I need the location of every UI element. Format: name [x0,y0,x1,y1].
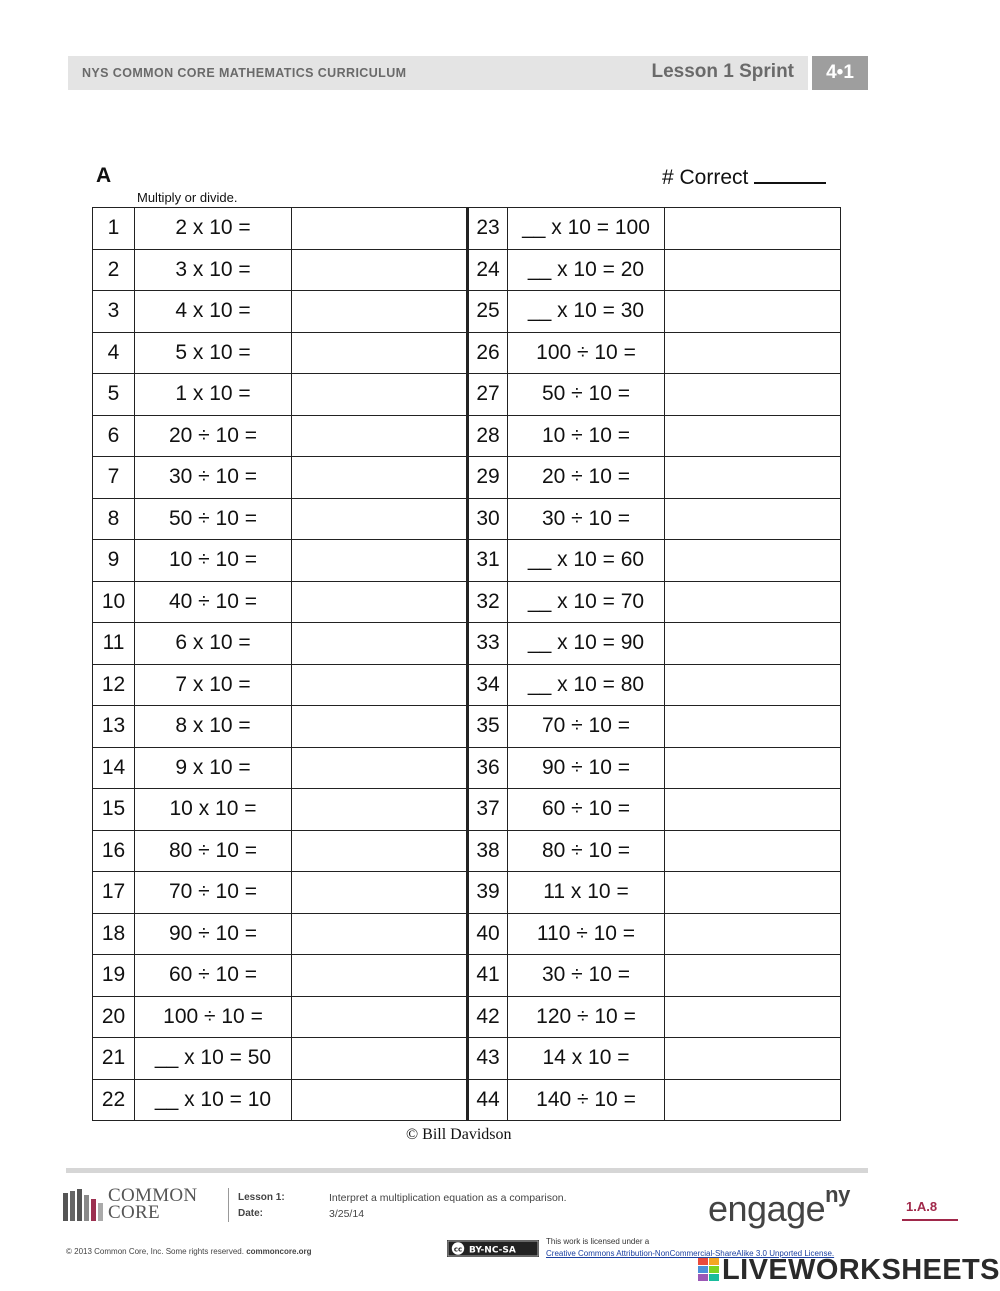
answer-cell[interactable] [292,872,468,914]
answer-cell[interactable] [292,623,468,665]
answer-cell[interactable] [665,291,841,333]
problem-text: 7 x 10 = [135,664,292,706]
answer-cell[interactable] [665,747,841,789]
problem-number: 39 [468,872,508,914]
answer-cell[interactable] [665,872,841,914]
answer-cell[interactable] [665,706,841,748]
sprint-row [93,955,841,997]
answer-cell[interactable] [292,457,468,499]
problem-text: 3 x 10 = [135,249,292,291]
problem-text: 4 x 10 = [135,291,292,333]
problem-text: 60 ÷ 10 = [135,955,292,997]
problem-text: 20 ÷ 10 = [135,415,292,457]
footer-rights [66,1247,312,1256]
problem-number: 38 [468,830,508,872]
sprint-row [93,415,841,457]
answer-cell[interactable] [665,457,841,499]
answer-cell[interactable] [665,498,841,540]
answer-cell[interactable] [292,540,468,582]
rights-text: © 2013 Common Core, Inc. Some rights reserved. [66,1247,244,1256]
problem-number: 37 [468,789,508,831]
header-band [68,56,868,90]
rights-site-link[interactable]: commoncore.org [246,1247,312,1256]
problem-text: 40 ÷ 10 = [135,581,292,623]
footer-date-value: 3/25/14 [329,1208,365,1220]
problem-number: 14 [93,747,135,789]
sprint-row [93,996,841,1038]
problem-number: 18 [93,913,135,955]
problem-text: 20 ÷ 10 = [508,457,665,499]
problem-text: 50 ÷ 10 = [135,498,292,540]
common-core-logo-icon [63,1189,103,1221]
page-code: 1.A.8 [906,1199,938,1214]
problem-text: 11 x 10 = [508,872,665,914]
grade-module-badge: 4•1 [812,56,868,90]
problem-number: 12 [93,664,135,706]
footer-lesson-value: Interpret a multiplication equation as a comparison. [329,1192,567,1204]
problem-number: 34 [468,664,508,706]
problem-text: 5 x 10 = [135,332,292,374]
problem-text: 6 x 10 = [135,623,292,665]
sprint-instructions: Multiply or divide. [137,190,238,205]
footer-divider [228,1188,229,1222]
problem-number: 42 [468,996,508,1038]
problem-number: 22 [93,1079,135,1121]
problem-text: 14 x 10 = [508,1038,665,1080]
liveworksheets-watermark: LIVEWORKSHEETS [722,1254,1000,1286]
problem-number: 4 [93,332,135,374]
sprint-row [93,830,841,872]
problem-number: 10 [93,581,135,623]
svg-text:cc: cc [453,1245,463,1254]
answer-cell[interactable] [665,664,841,706]
answer-cell[interactable] [292,1079,468,1121]
problem-text: 60 ÷ 10 = [508,789,665,831]
problem-text: 30 ÷ 10 = [508,498,665,540]
problem-text: __ x 10 = 80 [508,664,665,706]
answer-cell[interactable] [292,996,468,1038]
problem-text: 120 ÷ 10 = [508,996,665,1038]
problem-number: 33 [468,623,508,665]
problem-number: 20 [93,996,135,1038]
sprint-row [93,789,841,831]
problem-number: 40 [468,913,508,955]
problem-number: 19 [93,955,135,997]
sprint-row [93,374,841,416]
answer-cell[interactable] [665,208,841,250]
problem-number: 36 [468,747,508,789]
problem-text: 10 ÷ 10 = [135,540,292,582]
problem-number: 1 [93,208,135,250]
curriculum-title: NYS COMMON CORE MATHEMATICS CURRICULUM [82,66,407,80]
cc-badge-label: BY-NC-SA [469,1245,516,1256]
lesson-title: Lesson 1 Sprint [651,61,794,82]
problem-text: 50 ÷ 10 = [508,374,665,416]
sprint-row [93,872,841,914]
problem-text: 30 ÷ 10 = [135,457,292,499]
answer-cell[interactable] [292,581,468,623]
problem-number: 9 [93,540,135,582]
problem-text: 100 ÷ 10 = [508,332,665,374]
engage-ny-text: ny [825,1182,850,1207]
problem-text: 2 x 10 = [135,208,292,250]
problem-text: __ x 10 = 30 [508,291,665,333]
problem-text: __ x 10 = 10 [135,1079,292,1121]
problem-number: 26 [468,332,508,374]
answer-cell[interactable] [665,913,841,955]
answer-cell[interactable] [292,498,468,540]
answer-cell[interactable] [292,789,468,831]
answer-cell[interactable] [665,955,841,997]
answer-cell[interactable] [292,332,468,374]
answer-cell[interactable] [292,291,468,333]
answer-cell[interactable] [665,1038,841,1080]
cc-license-badge-icon [447,1240,539,1257]
answer-cell[interactable] [665,540,841,582]
sprint-row [93,249,841,291]
answer-cell[interactable] [292,664,468,706]
answer-cell[interactable] [665,249,841,291]
problem-number: 21 [93,1038,135,1080]
problem-text: __ x 10 = 70 [508,581,665,623]
problem-text: 80 ÷ 10 = [508,830,665,872]
sprint-row [93,540,841,582]
problem-text: __ x 10 = 50 [135,1038,292,1080]
problem-number: 30 [468,498,508,540]
problem-text: 110 ÷ 10 = [508,913,665,955]
answer-cell[interactable] [665,374,841,416]
problem-number: 23 [468,208,508,250]
problem-text: 80 ÷ 10 = [135,830,292,872]
answer-cell[interactable] [292,747,468,789]
problem-number: 6 [93,415,135,457]
problem-number: 31 [468,540,508,582]
problem-text: 10 ÷ 10 = [508,415,665,457]
sprint-row [93,498,841,540]
answer-cell[interactable] [292,1038,468,1080]
problem-text: 30 ÷ 10 = [508,955,665,997]
problem-text: 90 ÷ 10 = [508,747,665,789]
problem-number: 2 [93,249,135,291]
problem-text: __ x 10 = 60 [508,540,665,582]
problem-number: 5 [93,374,135,416]
sprint-copyright: © Bill Davidson [406,1126,512,1143]
problem-text: 1 x 10 = [135,374,292,416]
problem-number: 35 [468,706,508,748]
sprint-row [93,623,841,665]
answer-cell[interactable] [665,332,841,374]
answer-cell[interactable] [665,996,841,1038]
sprint-row [93,208,841,250]
answer-cell[interactable] [665,830,841,872]
answer-cell[interactable] [292,830,468,872]
problem-number: 32 [468,581,508,623]
problem-text: 10 x 10 = [135,789,292,831]
problem-number: 44 [468,1079,508,1121]
sprint-row [93,332,841,374]
problem-text: 70 ÷ 10 = [135,872,292,914]
problem-text: 9 x 10 = [135,747,292,789]
sprint-row [93,581,841,623]
sprint-row [93,457,841,499]
problem-number: 16 [93,830,135,872]
org-line-2: CORE [108,1202,160,1223]
answer-cell[interactable] [292,208,468,250]
liveworksheets-logo-icon [698,1258,720,1282]
problem-number: 13 [93,706,135,748]
problem-text: 8 x 10 = [135,706,292,748]
common-core-name [108,1187,197,1221]
problem-number: 25 [468,291,508,333]
problem-number: 28 [468,415,508,457]
problem-number: 24 [468,249,508,291]
correct-label: # Correct [662,166,749,189]
sprint-row [93,1079,841,1121]
answer-cell[interactable] [292,913,468,955]
footer-date-label: Date: [238,1208,264,1219]
answer-cell[interactable] [665,581,841,623]
problem-number: 27 [468,374,508,416]
problem-text: 70 ÷ 10 = [508,706,665,748]
problem-text: 140 ÷ 10 = [508,1079,665,1121]
license-line-1: This work is licensed under a [546,1237,650,1246]
footer-lesson-label: Lesson 1: [238,1192,285,1203]
problem-number: 3 [93,291,135,333]
sprint-table-body [93,208,841,1121]
problem-text: 90 ÷ 10 = [135,913,292,955]
engage-text: engage [708,1188,826,1229]
problem-number: 7 [93,457,135,499]
footer-rule [66,1168,868,1173]
org-line-1: COMMON [108,1185,198,1206]
problem-text: __ x 10 = 90 [508,623,665,665]
answer-cell[interactable] [665,789,841,831]
problem-number: 29 [468,457,508,499]
license-link[interactable]: Creative Commons Attribution-NonCommercial-ShareAlike 3.0 Unported License. [546,1249,835,1258]
answer-cell[interactable] [292,374,468,416]
answer-cell[interactable] [665,623,841,665]
correct-count [662,164,826,190]
sprint-row [93,913,841,955]
page-code-underline [902,1219,958,1221]
problem-number: 41 [468,955,508,997]
sprint-table [92,207,841,1121]
problem-number: 17 [93,872,135,914]
problem-number: 11 [93,623,135,665]
sprint-row [93,291,841,333]
answer-cell[interactable] [292,415,468,457]
sprint-row [93,664,841,706]
problem-number: 43 [468,1038,508,1080]
engageny-logo [708,1182,850,1230]
sprint-row [93,747,841,789]
answer-cell[interactable] [665,1079,841,1121]
correct-blank[interactable] [754,164,826,184]
problem-number: 8 [93,498,135,540]
answer-cell[interactable] [665,415,841,457]
answer-cell[interactable] [292,249,468,291]
answer-cell[interactable] [292,706,468,748]
sprint-row [93,1038,841,1080]
answer-cell[interactable] [292,955,468,997]
sprint-row [93,706,841,748]
sprint-version: A [96,164,112,187]
problem-number: 15 [93,789,135,831]
problem-text: __ x 10 = 100 [508,208,665,250]
problem-text: 100 ÷ 10 = [135,996,292,1038]
problem-text: __ x 10 = 20 [508,249,665,291]
